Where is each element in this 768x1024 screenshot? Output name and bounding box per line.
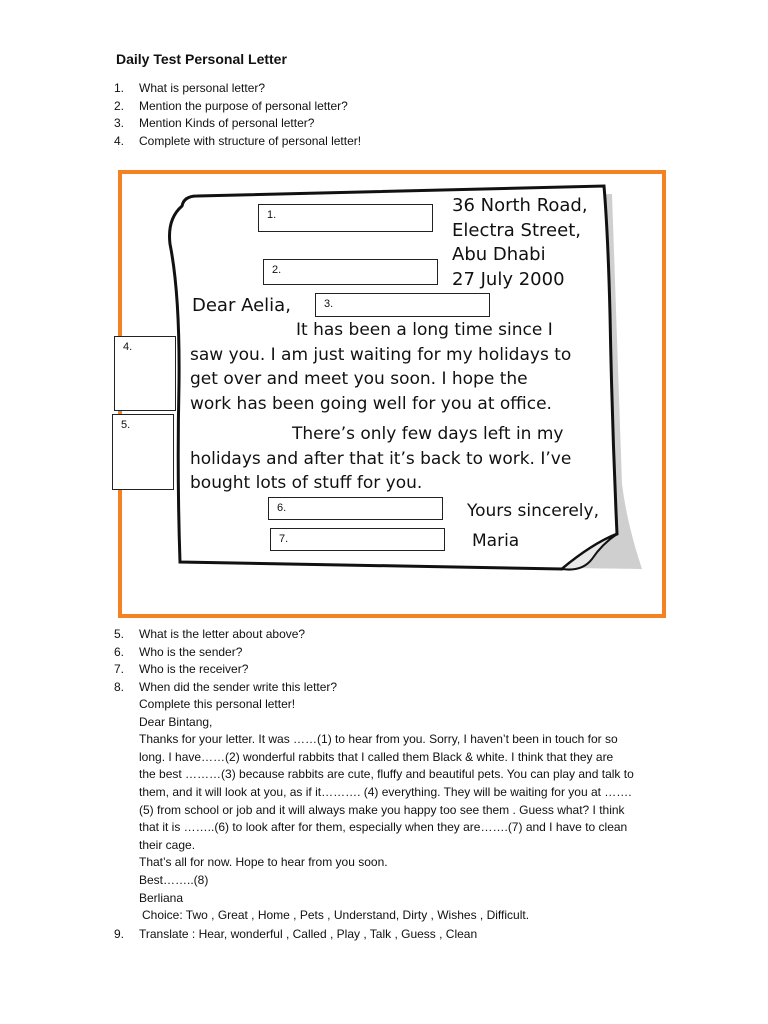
question-item [114, 115, 361, 133]
question-list-bottom [114, 626, 337, 696]
question-text: What is the letter about above? [139, 627, 306, 641]
question-item [114, 661, 337, 679]
exercise-line: that it is ……..(6) to look after for them, especially when they are…….(7) and I have to clean [139, 820, 628, 835]
question-text: Who is the sender? [139, 644, 243, 659]
question-item [114, 644, 337, 662]
address-line: 36 North Road, [452, 195, 588, 216]
letter-address [452, 194, 588, 292]
question-number: 8. [114, 679, 125, 694]
exercise-line: them, and it will look at you, as if it………. (4) everything. They will be waiting for you at ……. [139, 784, 632, 799]
body-line: get over and meet you soon. I hope the [190, 369, 528, 389]
question-number: 3. [114, 116, 125, 131]
question-text: When did the sender write this letter? [139, 679, 338, 694]
answer-box-6[interactable]: 6. [268, 497, 443, 520]
letter-greeting: Dear Aelia, [192, 295, 291, 316]
letter-body-paragraph-1 [190, 318, 571, 416]
question-list-top [114, 80, 361, 150]
letter-date: 27 July 2000 [452, 268, 565, 290]
body-line: It has been a long time since I [296, 320, 553, 340]
address-line: Abu Dhabi [452, 244, 546, 265]
letter-sender: Maria [472, 531, 520, 551]
exercise-line: their cage. [139, 837, 196, 852]
question-number: 5. [114, 627, 125, 641]
body-line: saw you. I am just waiting for my holidays to [190, 344, 572, 365]
body-line: holidays and after that it’s back to work. I’ve [190, 448, 572, 469]
exercise-line: Thanks for your letter. It was ……(1) to hear from you. Sorry, I haven’t been in touch for so [139, 732, 618, 747]
question-text: Who is the receiver? [139, 662, 249, 677]
exercise-line: the best ………(3) because rabbits are cute, fluffy and beautiful pets. You can play and talk to [139, 767, 634, 782]
page-title: Daily Test Personal Letter [116, 51, 287, 67]
exercise-instruction: Complete this personal letter! [139, 697, 296, 711]
question-text: Complete with structure of personal letter! [139, 133, 362, 148]
answer-box-4[interactable]: 4. [114, 336, 176, 411]
body-line: work has been going well for you at office. [190, 393, 552, 414]
question-number: 7. [114, 662, 125, 677]
answer-box-2[interactable]: 2. [263, 259, 438, 285]
question-item [114, 98, 361, 116]
question-list-last [114, 926, 477, 944]
question-number: 9. [114, 927, 125, 941]
question-text: Mention Kinds of personal letter? [139, 116, 315, 131]
exercise-closing: That’s all for now. Hope to hear from you soon. [139, 855, 388, 870]
answer-box-7[interactable]: 7. [270, 528, 445, 551]
question-number: 6. [114, 644, 125, 659]
question-item [114, 133, 361, 151]
answer-box-3[interactable]: 3. [315, 293, 490, 317]
answer-box-5[interactable]: 5. [112, 414, 174, 490]
question-item [114, 626, 337, 644]
question-number: 2. [114, 98, 125, 113]
letter-body-paragraph-2 [190, 422, 571, 496]
exercise-greeting: Dear Bintang, [139, 714, 213, 729]
exercise-name: Berliana [139, 890, 184, 905]
exercise-line: long. I have……(2) wonderful rabbits that I called them Black & white. I think that they are [139, 749, 614, 764]
exercise-section [139, 696, 679, 925]
question-text: Mention the purpose of personal letter? [139, 98, 348, 113]
question-text: Translate : Hear, wonderful , Called , Play , Talk , Guess , Clean [139, 927, 478, 941]
answer-box-1[interactable]: 1. [258, 204, 433, 232]
question-item [114, 679, 337, 697]
body-line: There’s only few days left in my [292, 424, 564, 444]
question-item [114, 926, 477, 944]
letter-closing: Yours sincerely, [467, 501, 599, 521]
body-line: bought lots of stuff for you. [190, 473, 423, 493]
question-number: 1. [114, 81, 125, 95]
address-line: Electra Street, [452, 219, 581, 241]
question-number: 4. [114, 133, 125, 148]
exercise-best: Best……..(8) [139, 872, 209, 887]
question-text: What is personal letter? [139, 81, 266, 95]
exercise-line: (5) from school or job and it will always make you happy too see them . Guess what? I think [139, 802, 625, 817]
question-item [114, 80, 361, 98]
exercise-choices: Choice: Two , Great , Home , Pets , Understand, Dirty , Wishes , Difficult. [142, 908, 530, 923]
